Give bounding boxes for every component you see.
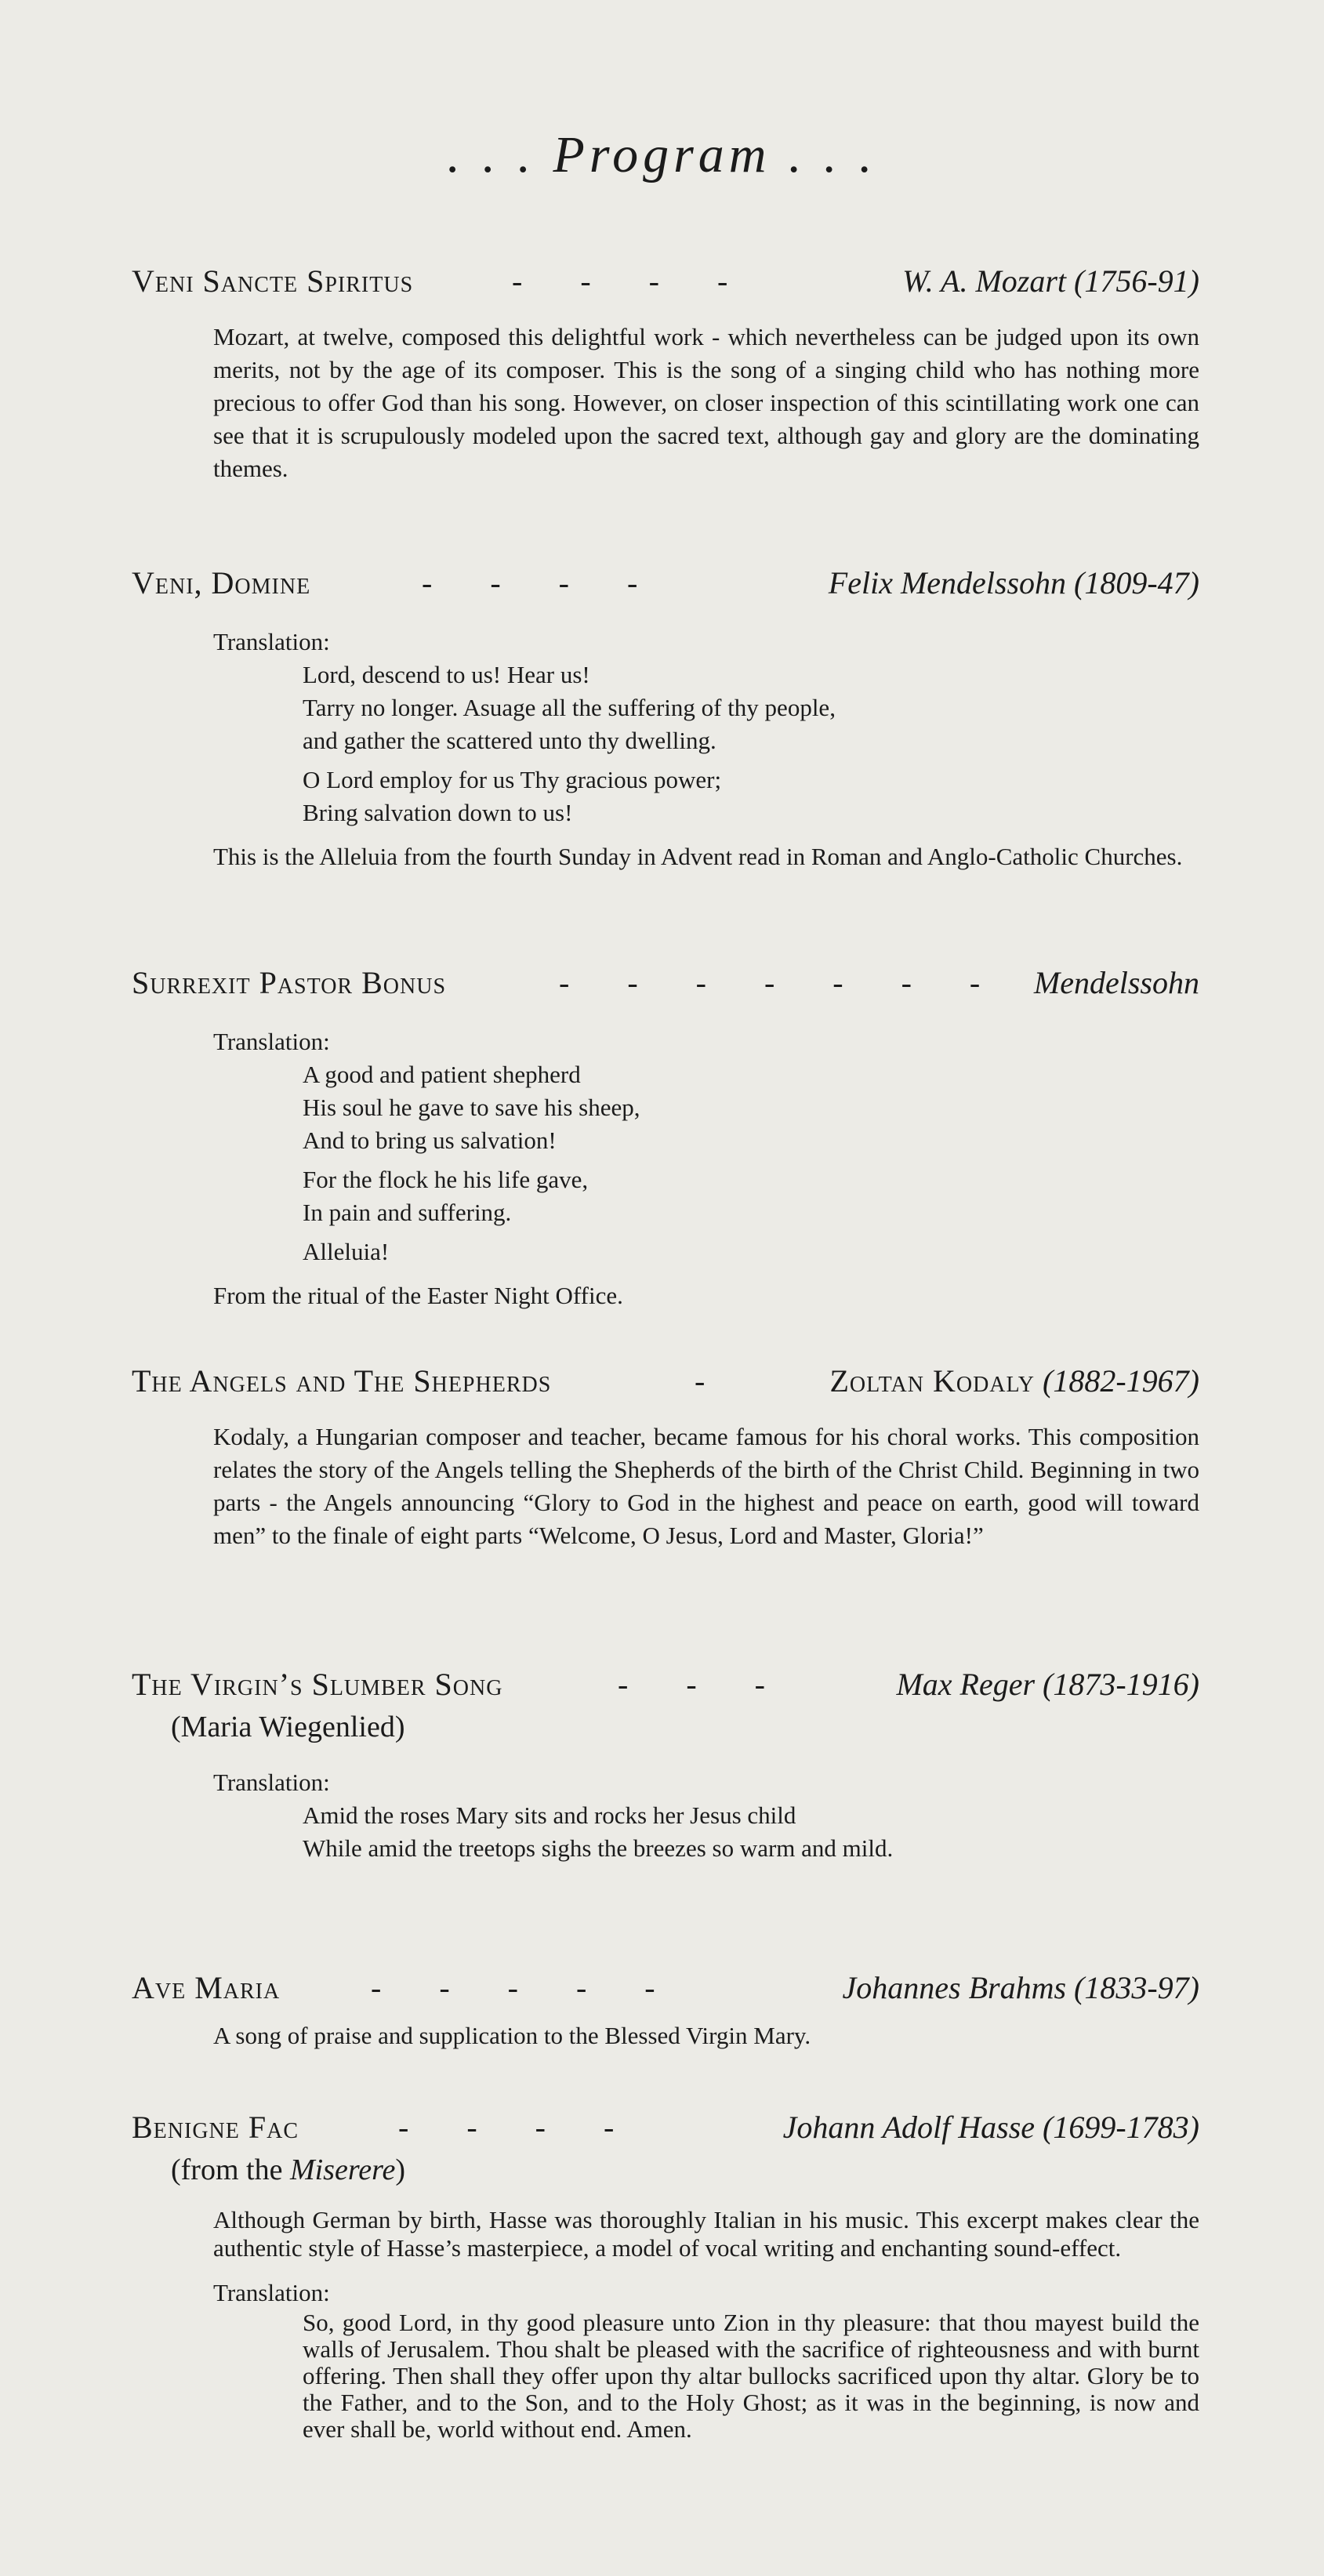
- description: A song of praise and supplication to the Blessed Virgin Mary.: [213, 2022, 811, 2049]
- dash-leader: - - - -: [512, 263, 731, 299]
- dash-leader: - - - - -: [371, 1970, 658, 2005]
- composer: W. A. Mozart (1756-91): [902, 263, 1199, 299]
- verse-line: While amid the treetops sighs the breezes so warm and mild.: [303, 1834, 894, 1862]
- page-title: . . . Program . . .: [447, 126, 877, 183]
- composer: [829, 1362, 1199, 1399]
- dash-leader: - - -: [618, 1667, 768, 1702]
- description: Although German by birth, Hasse was thoroughly Italian in his music. This excerpt makes clear the authentic style of Hasse’s masterpiece, a model of vocal writing and enchanting sound-effect.: [213, 2206, 1199, 2262]
- entry-heading: [132, 1969, 1199, 2016]
- composer: Mendelssohn: [1033, 965, 1199, 1000]
- verse-line: O Lord employ for us Thy gracious power;: [303, 766, 722, 793]
- composer-name: Zoltan Kodaly: [829, 1363, 1036, 1399]
- verse-line: Tarry no longer. Asuage all the suffering of thy people,: [303, 694, 836, 721]
- translation-label: Translation:: [213, 1028, 330, 1055]
- dash-leader: - - - -: [398, 2110, 618, 2145]
- translation-verse: [303, 659, 1199, 829]
- composer: Johannes Brahms (1833-97): [842, 1970, 1199, 2005]
- dash-leader: - - - - - - -: [559, 965, 984, 1000]
- entry-heading: [132, 2109, 1199, 2156]
- program-entry-angels-and-shepherds: [132, 1362, 1199, 1552]
- composer-dates: (1882-1967): [1043, 1363, 1199, 1399]
- note: From the ritual of the Easter Night Office.: [213, 1282, 623, 1309]
- verse-line: And to bring us salvation!: [303, 1127, 557, 1154]
- work-title: Veni, Domine: [132, 565, 311, 600]
- program-entry-veni-sancte-spiritus: [132, 263, 1199, 485]
- entry-heading: [132, 1666, 1199, 1713]
- verse-line: Amid the roses Mary sits and rocks her Jesus child: [303, 1801, 796, 1829]
- work-title: The Virgin’s Slumber Song: [132, 1667, 503, 1702]
- program-entry-ave-maria: [132, 1969, 1199, 2052]
- translation-label: Translation:: [213, 2279, 330, 2306]
- program-entry-benigne-fac: [132, 2109, 1199, 2443]
- subtitle-text: ): [395, 2153, 405, 2186]
- work-title: Ave Maria: [132, 1970, 281, 2005]
- work-title: Veni Sancte Spiritus: [132, 263, 414, 299]
- work-title: Benigne Fac: [132, 2110, 299, 2145]
- program-entry-virgins-slumber-song: [132, 1666, 1199, 1865]
- verse-line: A good and patient shepherd: [303, 1061, 581, 1088]
- entry-heading: [132, 263, 1199, 310]
- work-title: Surrexit Pastor Bonus: [132, 965, 447, 1000]
- subtitle-text: (from the: [171, 2153, 290, 2186]
- verse-line: His soul he gave to save his sheep,: [303, 1094, 640, 1121]
- entry-heading: [132, 564, 1199, 611]
- entry-heading: [132, 964, 1199, 1011]
- verse-line: Alleluia!: [303, 1238, 390, 1265]
- verse-line: For the flock he his life gave,: [303, 1166, 589, 1193]
- subtitle-emphasis: Miserere: [289, 2153, 396, 2186]
- translation-verse: [303, 1799, 1199, 1865]
- verse-line: In pain and suffering.: [303, 1199, 512, 1226]
- translation-label: Translation:: [213, 628, 330, 655]
- program-entry-veni-domine: [132, 564, 1199, 873]
- work-subtitle: (Maria Wiegenlied): [171, 1711, 405, 1743]
- work-title: The Angels and The Shepherds: [132, 1363, 552, 1399]
- dash-leader: - - - -: [422, 565, 641, 600]
- description: Kodaly, a Hungarian composer and teacher, became famous for his choral works. This composition relates the story of the Angels telling the Shepherds of the birth of the Christ Child. Beginning in two parts - the Angels announcing “Glory to God in the highest and peace on earth, good will toward men” to the finale of eight parts “Welcome, O Jesus, Lord and Master, Gloria!”: [213, 1423, 1199, 1549]
- verse-line: Lord, descend to us! Hear us!: [303, 661, 590, 688]
- dash-leader: -: [695, 1363, 709, 1399]
- composer: Max Reger (1873-1916): [896, 1667, 1199, 1702]
- composer: Felix Mendelssohn (1809-47): [828, 565, 1199, 600]
- program-entry-surrexit-pastor-bonus: [132, 964, 1199, 1312]
- work-subtitle: [132, 2153, 1199, 2195]
- description: Mozart, at twelve, composed this delightful work - which nevertheless can be judged upon its own merits, not by the age of its composer. This is the song of a singing child who has nothing more precious to offer God than his song. However, on closer inspection of this scintillating work one can see that it is scrupulously modeled upon the sacred text, although gay and glory are the dominating themes.: [213, 323, 1199, 482]
- verse-line: Bring salvation down to us!: [303, 799, 573, 826]
- translation-label: Translation:: [213, 1769, 330, 1796]
- note: This is the Alleluia from the fourth Sunday in Advent read in Roman and Anglo-Catholic Churches.: [213, 843, 1183, 870]
- composer: Johann Adolf Hasse (1699-1783): [782, 2110, 1199, 2145]
- translation-verse: [303, 1058, 1199, 1268]
- verse-line: and gather the scattered unto thy dwelling.: [303, 727, 716, 754]
- translation-text: So, good Lord, in thy good pleasure unto Zion in thy pleasure: that thou mayest build the walls of Jerusalem. Thou shalt be pleased with the sacrifice of righteousness and with burnt offering. Then shall they offer upon thy altar bullocks sacrificed upon thy altar. Glory be to the Father, and to the Son, and to the Holy Ghost; as it was in the beginning, is now and ever shall be, world without end. Amen.: [303, 2309, 1199, 2443]
- entry-heading: [132, 1362, 1199, 1410]
